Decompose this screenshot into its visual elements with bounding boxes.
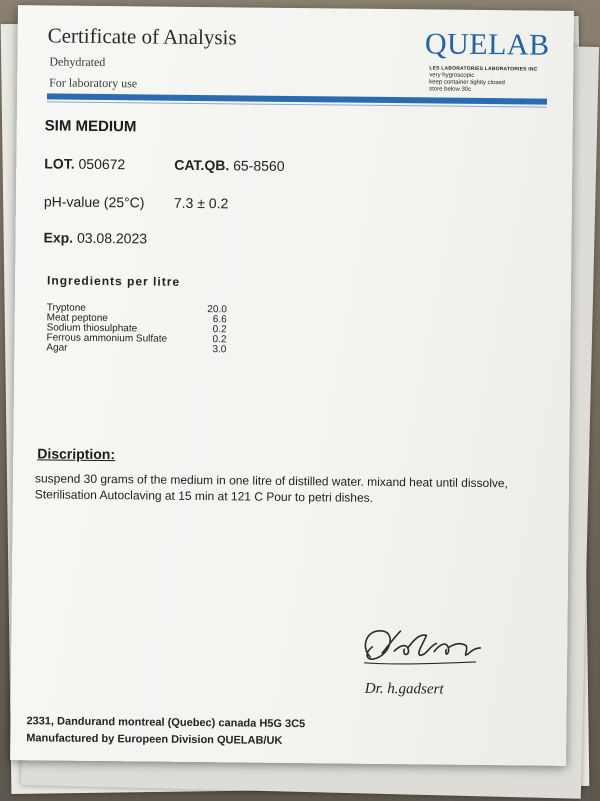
ingredient-amount: 20.0 bbox=[207, 304, 227, 316]
signatory-name: Dr. h.gadsert bbox=[364, 680, 444, 698]
storage-note: store below 30c bbox=[429, 86, 472, 93]
lot-label: LOT. bbox=[44, 155, 75, 172]
product-name: SIM MEDIUM bbox=[44, 117, 137, 136]
lot-value: 050672 bbox=[78, 155, 126, 173]
catalog-value: 65-8560 bbox=[233, 157, 285, 174]
handwritten-signature bbox=[356, 617, 487, 678]
storage-notes bbox=[429, 65, 559, 94]
company-address: 2331, Dandurand montreal (Quebec) canada H5G 3C5 bbox=[26, 715, 306, 731]
ingredients-heading: Ingredients per litre bbox=[47, 273, 181, 289]
ingredient-amount: 6.6 bbox=[212, 314, 227, 326]
ingredient-row bbox=[46, 343, 226, 355]
document-subtitle: Dehydrated bbox=[49, 54, 106, 70]
storage-note: very hygroscopic bbox=[429, 72, 475, 79]
ingredient-name: Sodium thiosulphate bbox=[46, 322, 138, 335]
ingredient-name: Meat peptone bbox=[46, 312, 108, 325]
ingredient-name: Agar bbox=[46, 342, 68, 354]
quelab-logo: QUELAB bbox=[424, 27, 550, 62]
ph-label: pH-value (25°C) bbox=[43, 193, 145, 211]
expiry-value: 03.08.2023 bbox=[76, 229, 148, 247]
description-text: suspend 30 grams of the medium in one litre of distilled water. mixand heat until dissolve, Sterilisation Autoclaving at 15 min at 121 C Pour to petri dishes. bbox=[34, 471, 508, 505]
certificate-sheet bbox=[10, 5, 574, 766]
expiry-label: Exp. bbox=[43, 229, 74, 246]
ph-value: 7.3 ± 0.2 bbox=[173, 194, 229, 212]
document-title: Certificate of Analysis bbox=[47, 23, 237, 50]
ingredient-name: Ferrous ammonium Sulfate bbox=[46, 332, 168, 345]
ingredient-amount: 3.0 bbox=[212, 344, 227, 356]
ingredient-name: Tryptone bbox=[46, 302, 86, 314]
expiry-date bbox=[43, 229, 147, 246]
company-name: LES LABORATORIES LABORATORIES INC bbox=[429, 65, 538, 73]
storage-note: keep container tightly closed bbox=[429, 79, 505, 87]
manufacturer-line: Manufactured by Europeen Division QUELAB/UK bbox=[26, 732, 283, 747]
ingredient-amount: 0.2 bbox=[212, 334, 227, 346]
catalog-label: CAT.QB. bbox=[174, 156, 230, 174]
usage-note: For laboratory use bbox=[49, 75, 138, 91]
lot-number bbox=[44, 155, 125, 172]
ingredient-amount: 0.2 bbox=[212, 324, 227, 336]
description-heading: Discription: bbox=[37, 445, 116, 463]
ingredients-table bbox=[46, 303, 227, 355]
catalog-number bbox=[174, 157, 284, 174]
